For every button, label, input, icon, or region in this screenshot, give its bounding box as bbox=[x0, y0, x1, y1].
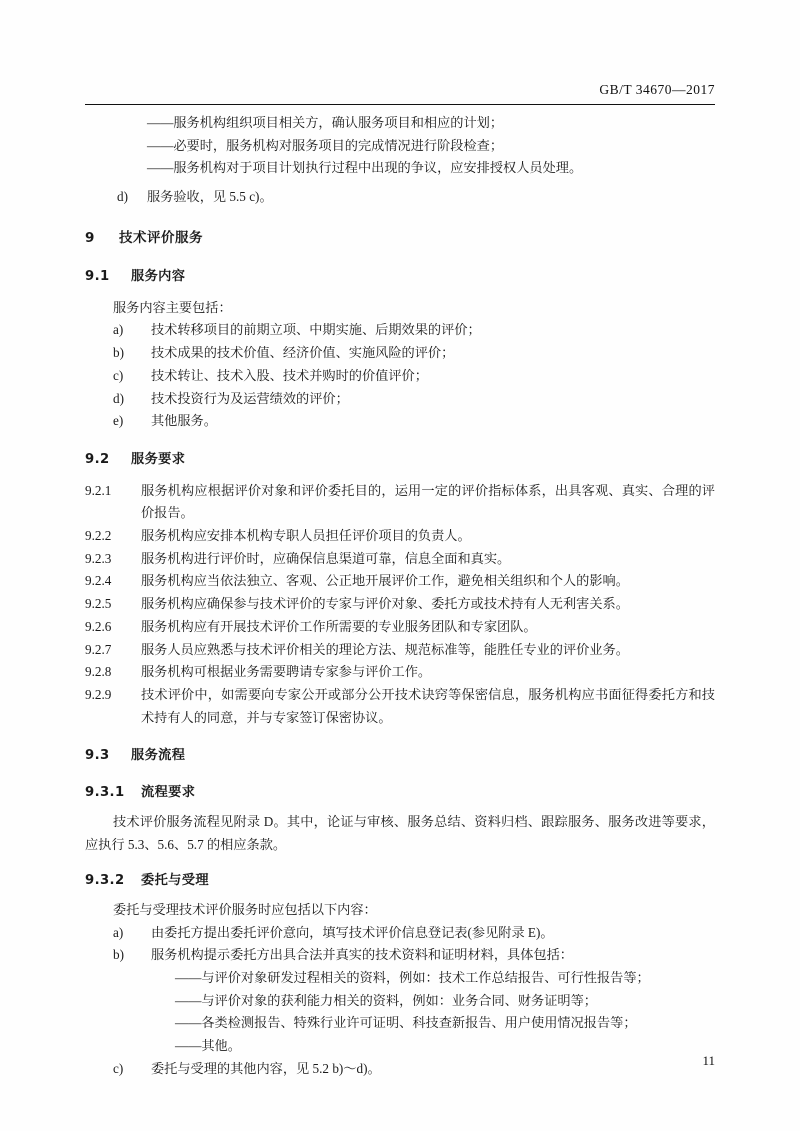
section-9-3-2-list bbox=[85, 922, 715, 967]
paragraph-text: 服务机构应有开展技术评价工作所需要的专业服务团队和专家团队。 bbox=[141, 618, 537, 634]
header-rule bbox=[85, 104, 715, 105]
standard-code: GB/T 34670—2017 bbox=[599, 82, 715, 97]
numbered-paragraph bbox=[85, 480, 715, 525]
list-item-label: e) bbox=[113, 413, 124, 429]
paragraph-text: 服务机构进行评价时，应确保信息渠道可靠，信息全面和真实。 bbox=[141, 550, 511, 566]
paragraph-number: 9.2.9 bbox=[85, 686, 112, 702]
paragraph-text: 服务机构可根据业务需要聘请专家参与评价工作。 bbox=[141, 664, 432, 680]
list-item-text: 委托与受理的其他内容，见 5.2 b)～d)。 bbox=[151, 1060, 381, 1076]
list-item-label: d) bbox=[117, 189, 128, 205]
section-title: 服务要求 bbox=[131, 451, 186, 467]
dash-item: ——服务机构组织项目相关方，确认服务项目和相应的计划； bbox=[147, 115, 504, 130]
list-item-d bbox=[85, 186, 715, 209]
list-item-text: 由委托方提出委托评价意向，填写技术评价信息登记表(参见附录 E)。 bbox=[151, 924, 554, 940]
section-9-3-2-intro: 委托与受理技术评价服务时应包括以下内容： bbox=[113, 901, 377, 917]
numbered-paragraph bbox=[85, 593, 715, 616]
paragraph-text: 技术评价中，如需要向专家公开或部分公开技术诀窍等保密信息，服务机构应书面征得委托方和技术持有人的同意，并与专家签订保密协议。 bbox=[141, 686, 715, 725]
page-footer bbox=[85, 1053, 715, 1069]
dash-item: ——各类检测报告、特殊行业许可证明、科技查新报告、用户使用情况报告等； bbox=[175, 1015, 637, 1031]
section-number: 9.3.2 bbox=[85, 873, 125, 889]
page-number: 11 bbox=[702, 1053, 715, 1068]
section-heading-9-2 bbox=[85, 449, 715, 472]
numbered-paragraph bbox=[85, 616, 715, 639]
section-title: 委托与受理 bbox=[141, 873, 209, 889]
list-item bbox=[85, 410, 715, 433]
paragraph-number: 9.2.4 bbox=[85, 573, 112, 589]
section-heading-9-3-2 bbox=[85, 870, 715, 893]
page-header bbox=[85, 82, 715, 98]
dash-item: ——与评价对象研发过程相关的资料，例如：技术工作总结报告、可行性报告等； bbox=[175, 970, 650, 986]
list-item-text: 其他服务。 bbox=[151, 413, 217, 429]
numbered-paragraph bbox=[85, 525, 715, 548]
clause-title: 技术评价服务 bbox=[119, 229, 203, 246]
section-number: 9.3 bbox=[85, 748, 110, 764]
paragraph-number: 9.2.7 bbox=[85, 641, 112, 657]
dash-item: ——必要时，服务机构对服务项目的完成情况进行阶段检查； bbox=[147, 137, 504, 153]
list-item-label: a) bbox=[113, 924, 124, 940]
dash-item: ——与评价对象的获利能力相关的资料，例如：业务合同、财务证明等； bbox=[175, 992, 597, 1008]
list-item-text: 技术投资行为及运营绩效的评价； bbox=[151, 390, 349, 406]
list-item-text: 服务验收，见 5.5 c)。 bbox=[147, 189, 273, 205]
section-9-1-intro: 服务内容主要包括： bbox=[113, 299, 232, 315]
list-item bbox=[85, 944, 715, 967]
list-item bbox=[85, 922, 715, 945]
paragraph-number: 9.2.1 bbox=[85, 482, 112, 498]
dash-item: ——服务机构对于项目计划执行过程中出现的争议，应安排授权人员处理。 bbox=[147, 160, 583, 176]
list-item bbox=[85, 319, 715, 342]
section-9-3-1-text: 技术评价服务流程见附录 D。其中，论证与审核、服务总结、资料归档、跟踪服务、服务改进等要求，应执行 5.3、5.6、5.7 的相应条款。 bbox=[85, 813, 715, 852]
paragraph-number: 9.2.2 bbox=[85, 528, 112, 544]
list-item-text: 技术转移项目的前期立项、中期实施、后期效果的评价； bbox=[151, 322, 481, 338]
top-dash-list bbox=[85, 112, 715, 180]
section-title: 服务流程 bbox=[131, 748, 186, 764]
list-item-label: b) bbox=[113, 345, 124, 361]
numbered-paragraph bbox=[85, 639, 715, 662]
paragraph-number: 9.2.5 bbox=[85, 596, 112, 612]
section-9-2-paragraphs bbox=[85, 480, 715, 730]
list-item bbox=[85, 388, 715, 411]
section-number: 9.1 bbox=[85, 269, 110, 285]
list-item-label: d) bbox=[113, 390, 124, 406]
paragraph-text: 服务机构应安排本机构专职人员担任评价项目的负责人。 bbox=[141, 528, 471, 544]
paragraph-text: 服务机构应根据评价对象和评价委托目的，运用一定的评价指标体系，出具客观、真实、合理的评价报告。 bbox=[141, 482, 715, 521]
section-number: 9.3.1 bbox=[85, 785, 125, 801]
list-item-label: c) bbox=[113, 1060, 124, 1076]
paragraph-text: 服务机构应确保参与技术评价的专家与评价对象、委托方或技术持有人无利害关系。 bbox=[141, 596, 629, 612]
list-item-label: c) bbox=[113, 367, 124, 383]
list-item bbox=[85, 365, 715, 388]
section-heading-9-1 bbox=[85, 266, 715, 289]
list-item-text: 技术成果的技术价值、经济价值、实施风险的评价； bbox=[151, 345, 455, 361]
paragraph-text: 服务机构应当依法独立、客观、公正地开展评价工作，避免相关组织和个人的影响。 bbox=[141, 573, 629, 589]
paragraph-text: 服务人员应熟悉与技术评价相关的理论方法、规范标准等，能胜任专业的评价业务。 bbox=[141, 641, 629, 657]
section-number: 9.2 bbox=[85, 451, 110, 467]
list-item-text: 技术转让、技术入股、技术并购时的价值评价； bbox=[151, 367, 428, 383]
section-heading-9-3-1 bbox=[85, 782, 715, 805]
list-item-label: b) bbox=[113, 947, 124, 963]
section-title: 服务内容 bbox=[131, 269, 186, 285]
numbered-paragraph bbox=[85, 570, 715, 593]
paragraph-number: 9.2.8 bbox=[85, 664, 112, 680]
paragraph-number: 9.2.3 bbox=[85, 550, 112, 566]
numbered-paragraph bbox=[85, 684, 715, 729]
section-9-1-list bbox=[85, 319, 715, 433]
paragraph-number: 9.2.6 bbox=[85, 618, 112, 634]
section-heading-9-3 bbox=[85, 745, 715, 768]
list-item-text: 服务机构提示委托方出具合法并真实的技术资料和证明材料，具体包括： bbox=[151, 947, 573, 963]
section-title: 流程要求 bbox=[141, 785, 196, 801]
clause-number: 9 bbox=[85, 229, 95, 246]
list-item-label: a) bbox=[113, 322, 124, 338]
list-item bbox=[85, 342, 715, 365]
clause-heading-9 bbox=[85, 227, 715, 250]
section-9-3-2-dash-list bbox=[85, 967, 715, 1058]
document-body bbox=[85, 112, 715, 1081]
numbered-paragraph bbox=[85, 661, 715, 684]
dash-item: ——其他。 bbox=[175, 1038, 241, 1054]
numbered-paragraph bbox=[85, 548, 715, 571]
